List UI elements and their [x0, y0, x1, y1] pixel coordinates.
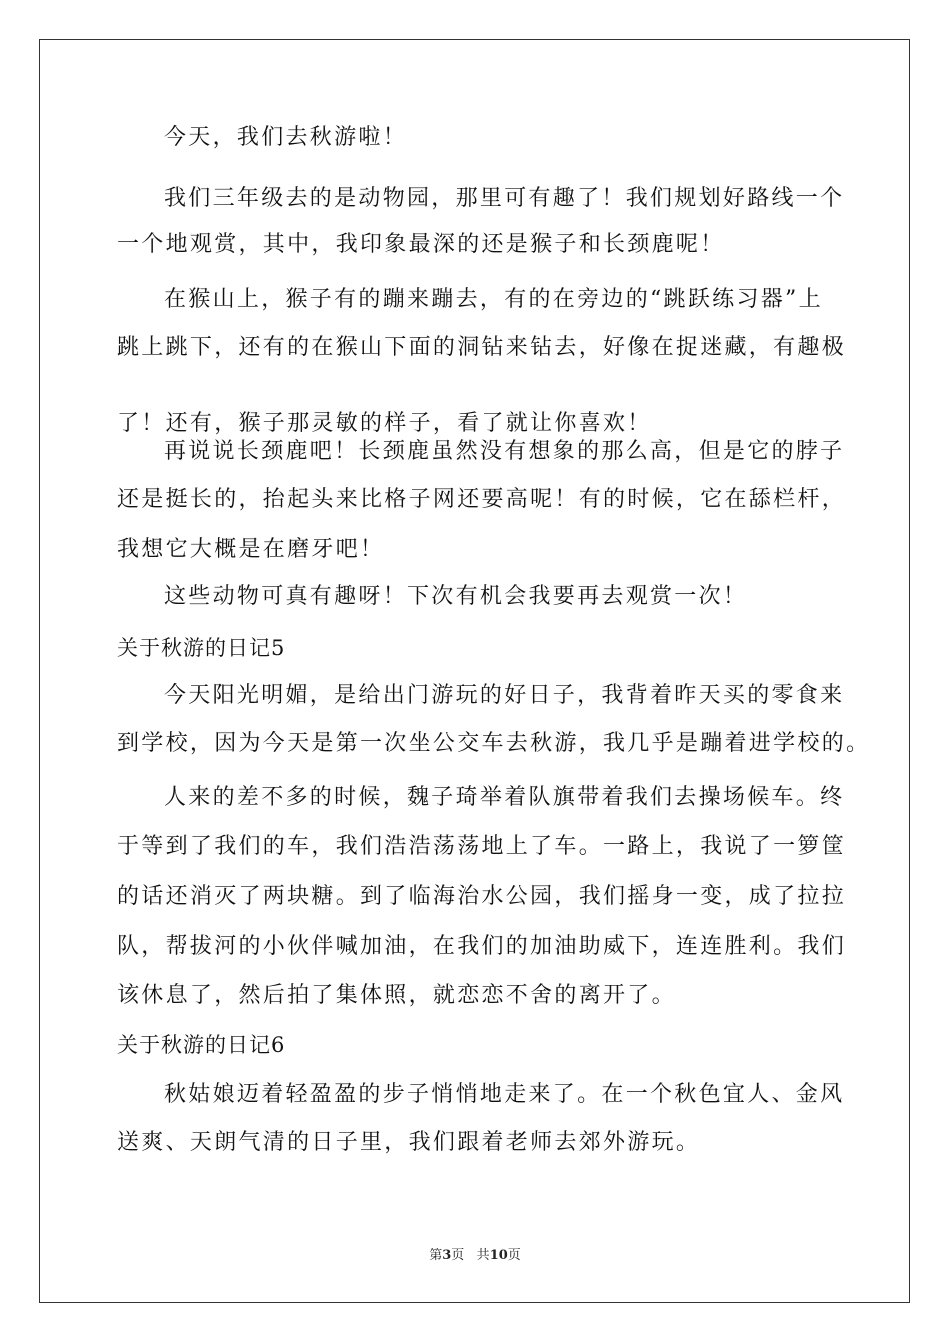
- page-border: [39, 39, 910, 1303]
- paragraph-line: 今天阳光明媚，是给出门游玩的好日子，我背着昨天买的零食来: [164, 683, 845, 708]
- total-pages: 10: [489, 1248, 508, 1263]
- paragraph-line: 我们三年级去的是动物园，那里可有趣了！我们规划好路线一个: [164, 186, 845, 211]
- page-prefix: 第: [429, 1248, 443, 1263]
- paragraph-line: 人来的差不多的时候，魏子琦举着队旗带着我们去操场候车。终: [164, 785, 845, 810]
- section-heading: 关于秋游的日记5: [117, 636, 286, 660]
- paragraph-line: 秋姑娘迈着轻盈盈的步子悄悄地走来了。在一个秋色宜人、金风: [164, 1082, 845, 1107]
- total-prefix: 共: [476, 1248, 490, 1263]
- paragraph-line: 于等到了我们的车，我们浩浩荡荡地上了车。一路上，我说了一箩筐: [117, 834, 847, 859]
- paragraph-line: 一个地观赏，其中，我印象最深的还是猴子和长颈鹿呢！: [117, 232, 725, 257]
- page-suffix: 页: [451, 1248, 465, 1263]
- page-number: 3: [442, 1248, 452, 1263]
- total-suffix: 页: [507, 1248, 521, 1263]
- paragraph-line: 再说说长颈鹿吧！长颈鹿虽然没有想象的那么高，但是它的脖子: [164, 439, 845, 464]
- paragraph-line: 队，帮拔河的小伙伴喊加油，在我们的加油助威下，连连胜利。我们: [117, 934, 847, 959]
- paragraph-line: 我想它大概是在磨牙吧！: [117, 537, 385, 562]
- paragraph-line: 送爽、天朗气清的日子里，我们跟着老师去郊外游玩。: [117, 1130, 701, 1155]
- page-footer: [0, 1244, 950, 1263]
- paragraph-line: 这些动物可真有趣呀！下次有机会我要再去观赏一次！: [164, 584, 748, 609]
- paragraph-line: 还是挺长的，抬起头来比格子网还要高呢！有的时候，它在舔栏杆，: [117, 487, 847, 512]
- paragraph-line: 到学校，因为今天是第一次坐公交车去秋游，我几乎是蹦着进学校的。: [117, 731, 871, 756]
- paragraph-line: 该休息了，然后拍了集体照，就恋恋不舍的离开了。: [117, 983, 676, 1008]
- paragraph-line: 今天，我们去秋游啦！: [164, 125, 408, 150]
- paragraph-line: 了！还有，猴子那灵敏的样子，看了就让你喜欢！: [117, 411, 652, 436]
- paragraph-line: 在猴山上，猴子有的蹦来蹦去，有的在旁边的“跳跃练习器”上: [164, 287, 823, 312]
- paragraph-line: 的话还消灭了两块糖。到了临海治水公园，我们摇身一变，成了拉拉: [117, 884, 847, 909]
- section-heading: 关于秋游的日记6: [117, 1033, 286, 1057]
- paragraph-line: 跳上跳下，还有的在猴山下面的洞钻来钻去，好像在捉迷藏，有趣极: [117, 335, 847, 360]
